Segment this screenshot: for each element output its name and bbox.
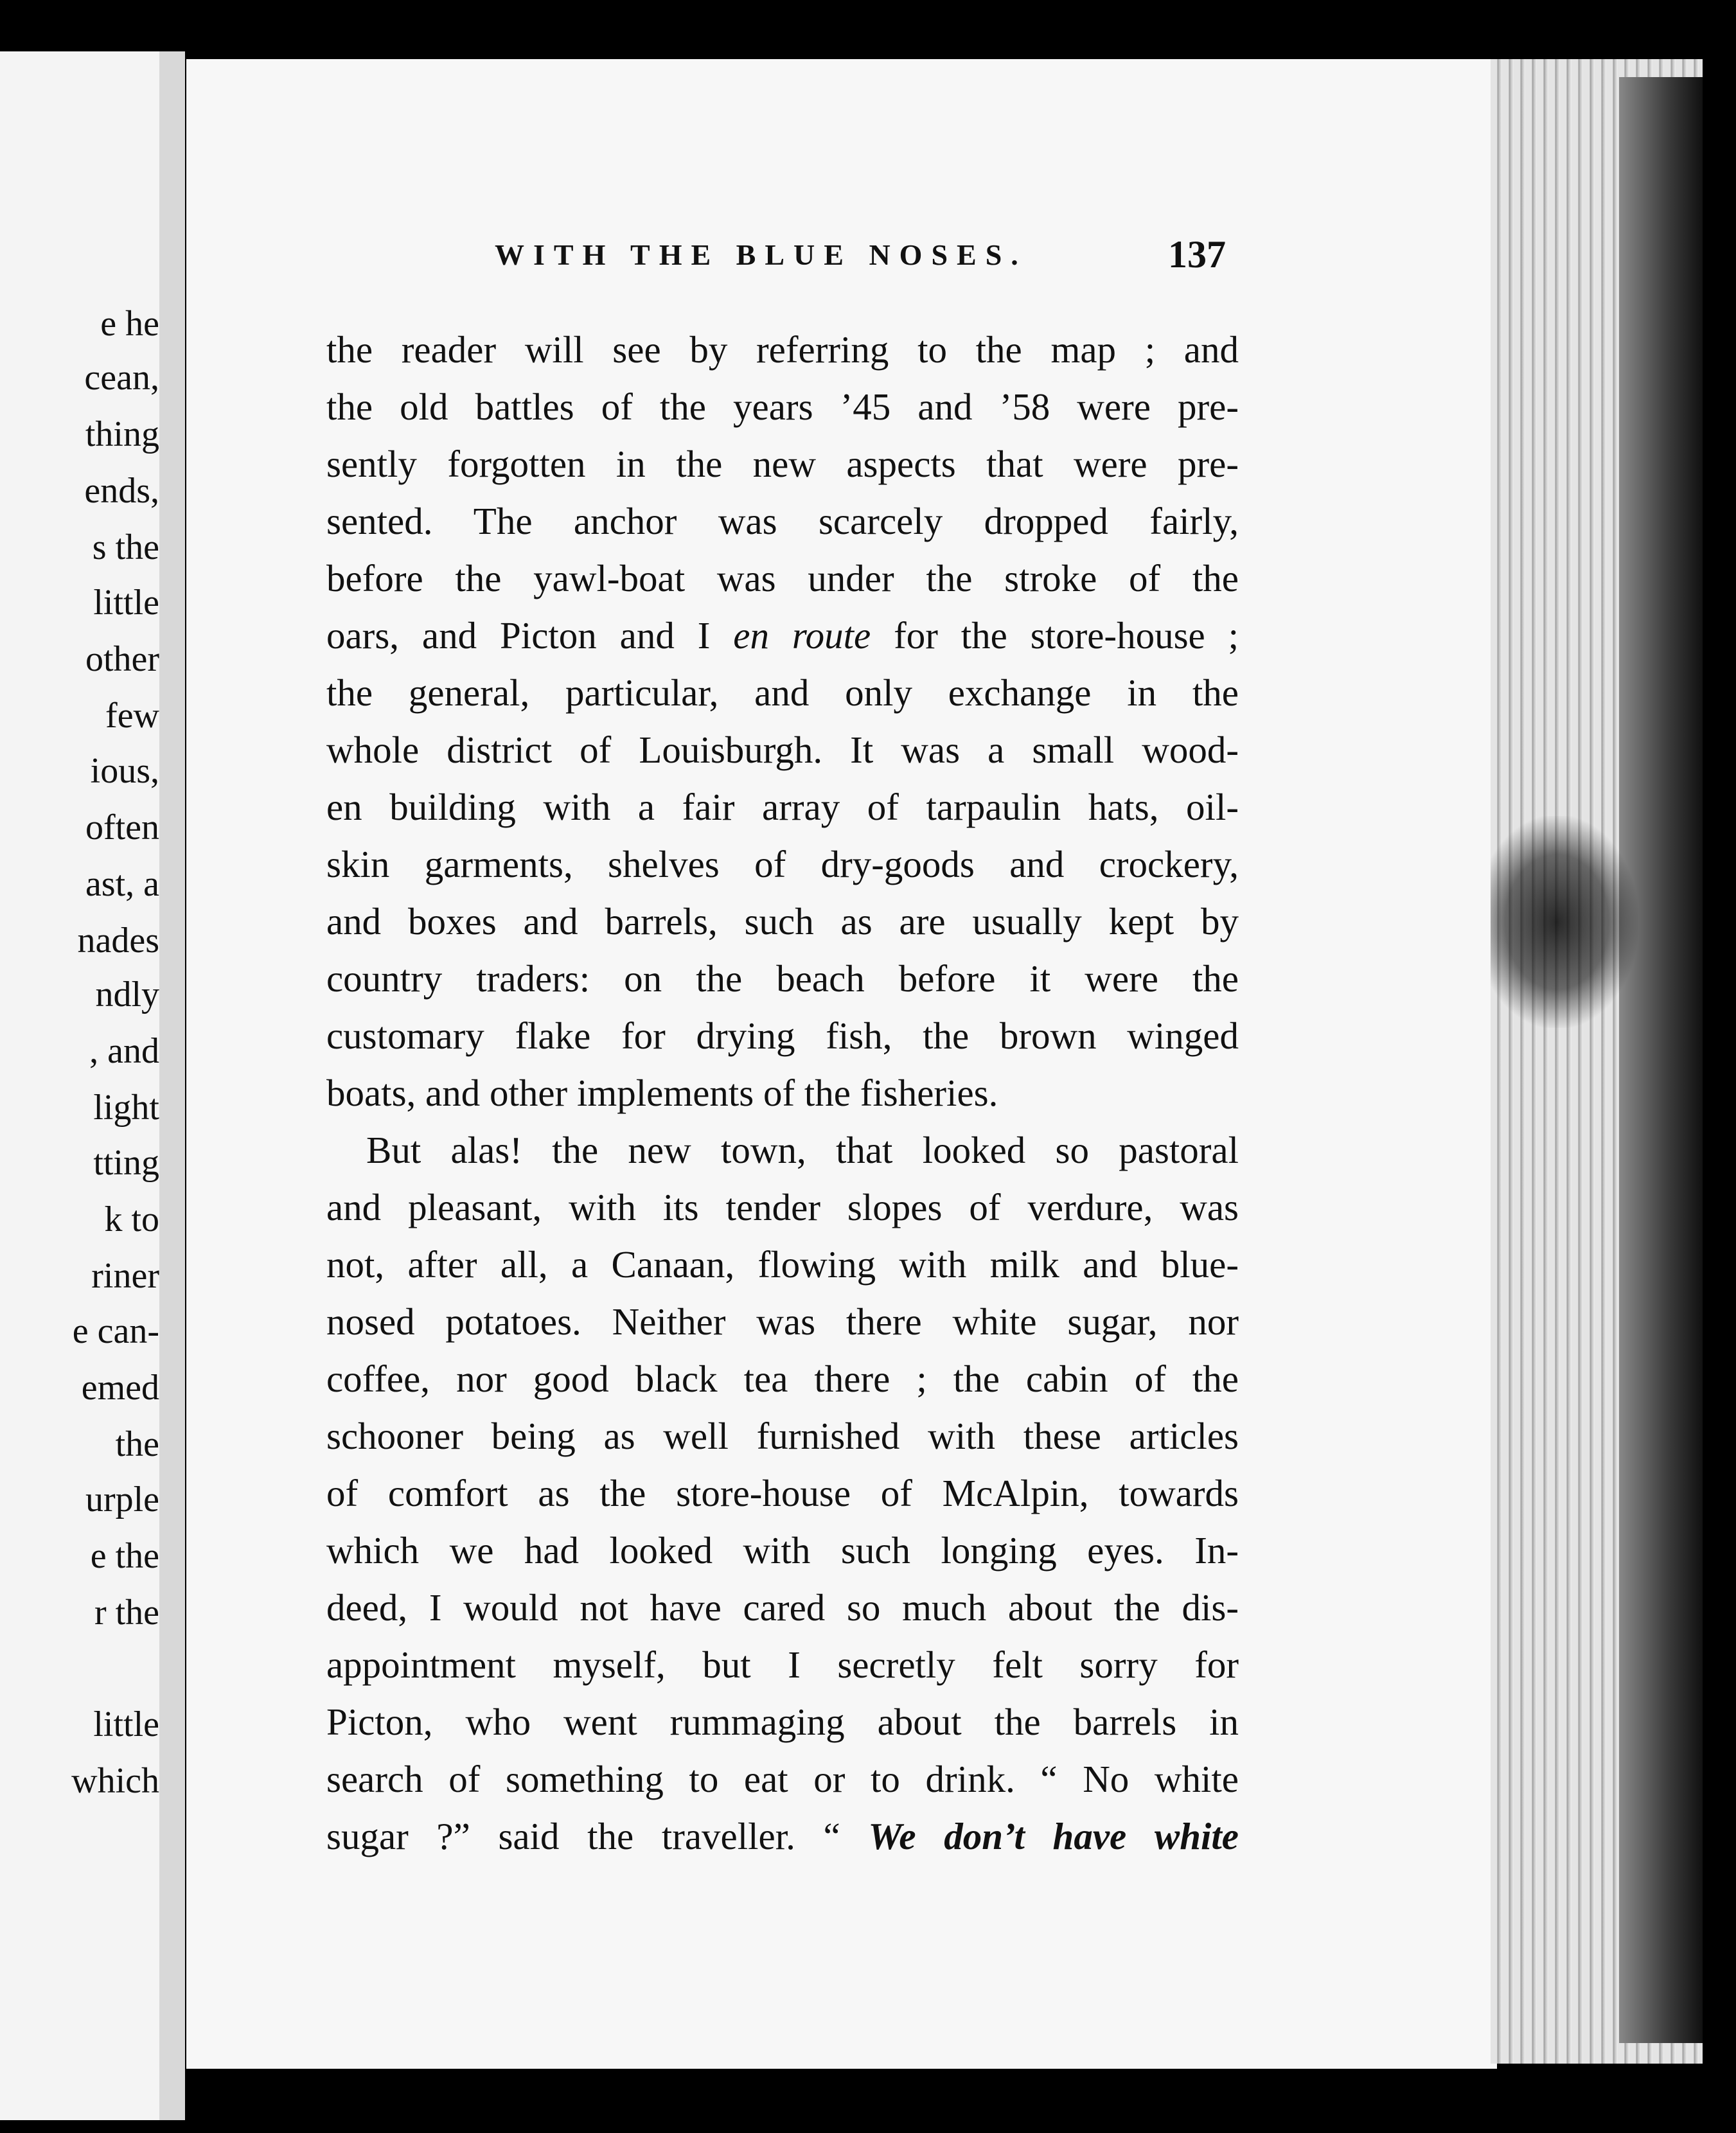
left-page-line: thing bbox=[85, 414, 159, 454]
left-page-line: the bbox=[115, 1424, 159, 1464]
text-line: search of something to eat or to drink. “ No white bbox=[326, 1758, 1239, 1800]
left-page-line: light bbox=[93, 1088, 159, 1128]
text-line: skin garments, shelves of dry-goods and crockery, bbox=[326, 843, 1239, 885]
text-line: and boxes and barrels, such as are usually kept by bbox=[326, 900, 1239, 943]
left-page-line: cean, bbox=[84, 358, 159, 398]
text-line: sently forgotten in the new aspects that were pre- bbox=[326, 443, 1239, 485]
left-page-line: riner bbox=[91, 1256, 159, 1296]
text-line: and pleasant, with its tender slopes of verdure, was bbox=[326, 1186, 1239, 1228]
left-page-line: which bbox=[71, 1761, 159, 1801]
text-line: not, after all, a Canaan, flowing with milk and blue- bbox=[326, 1243, 1239, 1286]
left-page-line: other bbox=[85, 639, 159, 679]
left-page bbox=[0, 51, 159, 2120]
left-page-line: often bbox=[85, 808, 159, 847]
text-line: coffee, nor good black tea there ; the cabin of the bbox=[326, 1358, 1239, 1400]
italic-phrase: en route bbox=[733, 614, 871, 657]
left-page-line: ast, a bbox=[85, 864, 159, 904]
left-page-line: emed bbox=[81, 1368, 159, 1408]
left-page-line: s the bbox=[92, 527, 159, 567]
ink-stamp-mark bbox=[1491, 816, 1638, 1028]
left-page-line: e can- bbox=[72, 1311, 159, 1351]
page-number: 137 bbox=[1168, 233, 1226, 276]
left-page-line: ends, bbox=[84, 471, 159, 511]
left-page-line: little bbox=[93, 583, 159, 623]
book-gutter bbox=[159, 51, 185, 2120]
text-line bbox=[326, 1808, 1239, 1865]
running-head: WITH THE BLUE NOSES. bbox=[495, 238, 1027, 271]
binding-shadow bbox=[1619, 77, 1703, 2043]
left-page-line: r the bbox=[94, 1593, 159, 1633]
text-line: sented. The anchor was scarcely dropped fairly, bbox=[326, 500, 1239, 542]
text-line: nosed potatoes. Neither was there white sugar, nor bbox=[326, 1300, 1239, 1343]
left-page-line: tting bbox=[93, 1143, 159, 1183]
italic-phrase: We don’t have white bbox=[868, 1815, 1239, 1857]
text-line: deed, I would not have cared so much about the dis- bbox=[326, 1586, 1239, 1629]
text-line: the general, particular, and only exchange in the bbox=[326, 671, 1239, 714]
left-page-line: k to bbox=[104, 1199, 159, 1239]
text-line: which we had looked with such longing eyes. In- bbox=[326, 1529, 1239, 1571]
left-page-line: ious, bbox=[90, 751, 159, 791]
text-line: the old battles of the years ’45 and ’58 were pre- bbox=[326, 385, 1239, 428]
left-page-line: ndly bbox=[95, 975, 159, 1014]
text-line: Picton, who went rummaging about the barrels in bbox=[326, 1701, 1239, 1743]
body-text bbox=[326, 321, 1239, 1865]
text-line: appointment myself, but I secretly felt sorry for bbox=[326, 1643, 1239, 1686]
text-line: boats, and other implements of the fisheries. bbox=[326, 1072, 998, 1114]
text-line: country traders: on the beach before it were the bbox=[326, 957, 1239, 1000]
left-page-line: e the bbox=[90, 1536, 159, 1576]
left-page-line: nades bbox=[77, 921, 159, 960]
text-line: en building with a fair array of tarpaulin hats, oil- bbox=[326, 786, 1239, 828]
left-page-line: , and bbox=[89, 1031, 159, 1071]
text-segment: for the store-house ; bbox=[871, 614, 1239, 657]
left-page-line: little bbox=[93, 1704, 159, 1744]
text-segment: sugar ?” said the traveller. “ bbox=[326, 1815, 869, 1857]
text-line: customary flake for drying fish, the brown winged bbox=[326, 1014, 1239, 1057]
text-line: whole district of Louisburgh. It was a small wood- bbox=[326, 729, 1239, 771]
text-line: the reader will see by referring to the map ; and bbox=[326, 328, 1239, 371]
text-segment: oars, and Picton and I bbox=[326, 614, 734, 657]
text-line: schooner being as well furnished with these articles bbox=[326, 1415, 1239, 1457]
text-line: before the yawl-boat was under the stroke of the bbox=[326, 557, 1239, 599]
text-line bbox=[326, 607, 1239, 664]
text-line: But alas! the new town, that looked so pastoral bbox=[366, 1129, 1239, 1171]
left-page-line: urple bbox=[85, 1480, 159, 1519]
text-line: of comfort as the store-house of McAlpin, towards bbox=[326, 1472, 1239, 1514]
left-page-line: e he bbox=[100, 304, 159, 344]
left-page-line: few bbox=[105, 696, 159, 736]
